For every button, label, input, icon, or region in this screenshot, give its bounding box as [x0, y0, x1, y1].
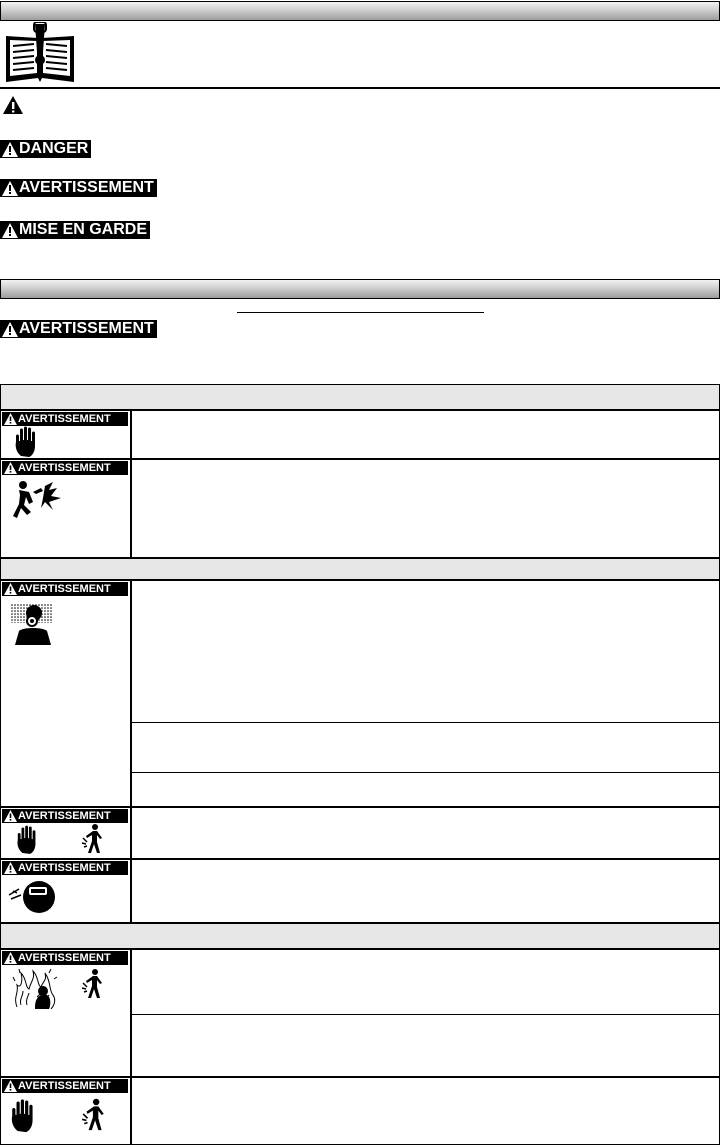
- manual-exclamation-icon: [4, 22, 76, 86]
- danger-text: DANGER: [19, 140, 89, 157]
- hazard-person-icon: [81, 824, 105, 854]
- warning-text: AVERTISSEMENT: [19, 179, 154, 196]
- warning-signal-label: [0, 179, 157, 197]
- warning-cell: [1, 860, 131, 922]
- sub-row-rule: [131, 772, 719, 773]
- sub-row-rule: [131, 1014, 719, 1015]
- eye-protection-icon: [7, 877, 57, 915]
- warning-text: AVERTISSEMENT: [19, 320, 154, 337]
- hand-stop-icon: [15, 824, 41, 856]
- alert-triangle-icon: [4, 952, 17, 964]
- divider-line: [0, 87, 720, 89]
- hand-stop-icon: [9, 1098, 39, 1134]
- warning-cell: [1, 581, 131, 806]
- electric-shock-icon: [11, 480, 63, 524]
- hand-stop-icon: [13, 426, 41, 458]
- caution-text: MISE EN GARDE: [19, 221, 148, 238]
- section-header-bar-top: [0, 1, 720, 21]
- alert-triangle-icon: [2, 322, 18, 337]
- respirator-icon: [11, 601, 53, 645]
- warning-label: AVERTISSEMENT: [2, 461, 128, 475]
- alert-triangle-icon: [4, 462, 17, 474]
- hazard-person-icon: [81, 967, 105, 1001]
- alert-triangle-icon: [4, 1080, 17, 1092]
- warning-cell: [1, 1078, 131, 1144]
- danger-signal-label: [0, 140, 91, 158]
- sub-row-rule: [131, 722, 719, 723]
- warning-cell: [1, 808, 131, 858]
- category-row-3: [1, 924, 719, 948]
- alert-triangle-icon: [2, 181, 18, 196]
- fire-explosion-icon: [11, 967, 59, 1009]
- warning-label: AVERTISSEMENT: [2, 861, 128, 875]
- warning-signal-label-2: [0, 320, 157, 338]
- warning-cell: [1, 411, 131, 458]
- warning-cell: [1, 460, 131, 557]
- warning-label: AVERTISSEMENT: [2, 809, 128, 823]
- warning-label: AVERTISSEMENT: [2, 412, 128, 426]
- warning-label: AVERTISSEMENT: [2, 1079, 128, 1093]
- warning-label: AVERTISSEMENT: [2, 582, 128, 596]
- row-rule: [1, 557, 719, 559]
- alert-triangle-icon: [4, 862, 17, 874]
- row-rule: [1, 922, 719, 924]
- hazard-person-icon: [81, 1096, 107, 1134]
- alert-triangle-icon: [4, 413, 17, 425]
- safety-alert-icon: [2, 95, 24, 115]
- alert-triangle-icon: [4, 583, 17, 595]
- category-row-2: [1, 559, 719, 579]
- category-row-1: [1, 385, 719, 409]
- underline-rule: [237, 312, 484, 313]
- section-header-bar-2: [0, 279, 720, 299]
- warning-label: AVERTISSEMENT: [2, 951, 128, 965]
- warning-cell: [1, 950, 131, 1076]
- caution-signal-label: [0, 221, 150, 239]
- alert-triangle-icon: [2, 142, 18, 157]
- warnings-table: [0, 384, 720, 1145]
- alert-triangle-icon: [2, 223, 18, 238]
- alert-triangle-icon: [4, 810, 17, 822]
